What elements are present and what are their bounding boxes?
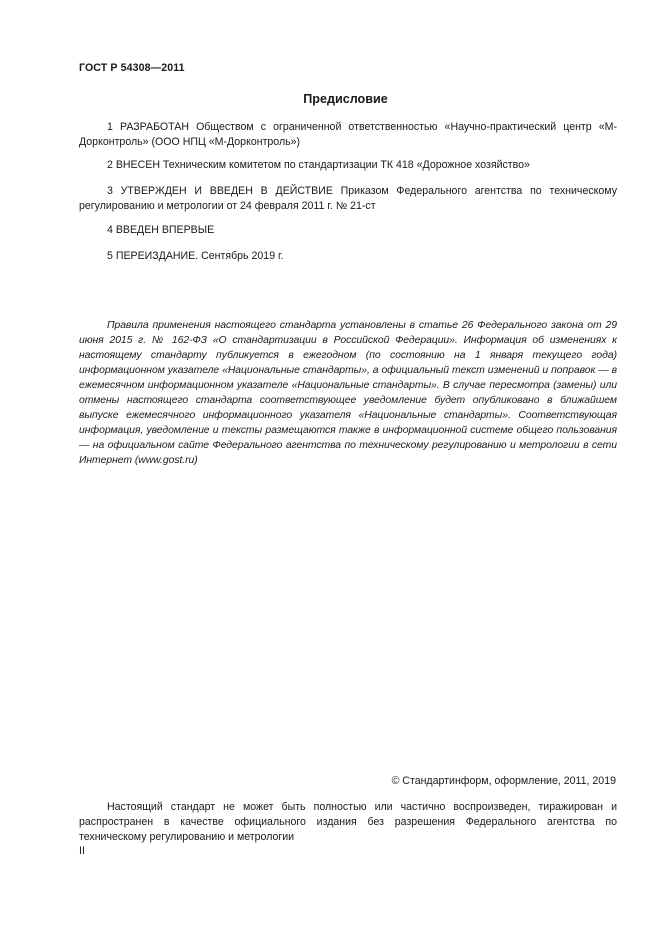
preface-item-5: 5 ПЕРЕИЗДАНИЕ. Сентябрь 2019 г. bbox=[107, 250, 284, 262]
preface-item-4: 4 ВВЕДЕН ВПЕРВЫЕ bbox=[107, 224, 215, 236]
document-code: ГОСТ Р 54308—2011 bbox=[79, 62, 185, 74]
preface-item-3: 3 УТВЕРЖДЕН И ВВЕДЕН В ДЕЙСТВИЕ Приказом Федерального агентства по техническому регулированию и метрологии от 24 февраля 2011 г. № 21-ст bbox=[79, 185, 617, 212]
rights-notice: Настоящий стандарт не может быть полностью или частично воспроизведен, тиражирован и распространен в качестве официального издания без разрешения Федерального агентства по техническому регулированию и метрологии bbox=[79, 801, 617, 843]
standards-notice: Правила применения настоящего стандарта установлены в статье 26 Федерального закона от 29 июня 2015 г. № 162-ФЗ «О стандартизации в Российской Федерации». Информация об изменениях к настоящему стандарту публикуется в ежегодном (по состоянию на 1 января текущего года) информационном указателе «Национальные стандарты», а официальный текст изменений и поправок — в ежемесячном информационном указателе «Национальные стандарты». В случае пересмотра (замены) или отмены настоящего стандарта соответствующее уведомление будет опубликовано в ближайшем выпуске ежемесячного информационного указателя «Национальные стандарты». Соответствующая информация, уведомление и тексты размещаются также в информационной системе общего пользования — на официальном сайте Федерального агентства по техническому регулированию и метрологии в сети Интернет (www.gost.ru) bbox=[79, 320, 617, 466]
preface-item-1: 1 РАЗРАБОТАН Обществом с ограниченной ответственностью «Научно-практический центр «М-Дорконтроль» (ООО НПЦ «М-Дорконтроль») bbox=[79, 121, 617, 148]
page-number: II bbox=[79, 845, 85, 857]
preface-item-2: 2 ВНЕСЕН Техническим комитетом по стандартизации ТК 418 «Дорожное хозяйство» bbox=[107, 159, 530, 171]
page-title: Предисловие bbox=[303, 92, 388, 106]
copyright-line: © Стандартинформ, оформление, 2011, 2019 bbox=[391, 775, 616, 787]
